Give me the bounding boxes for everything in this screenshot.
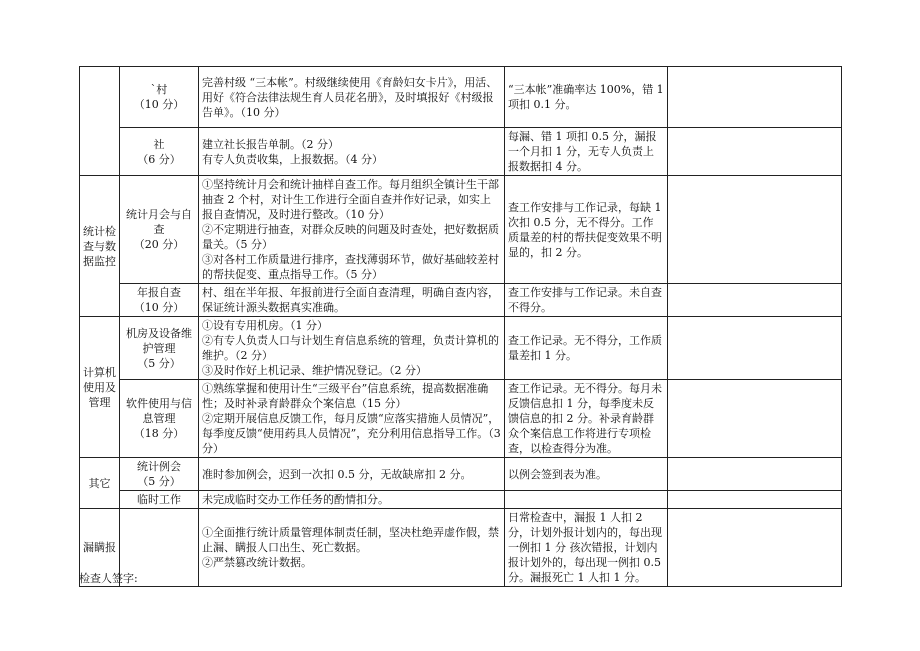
scoring-text: “三本帐”准确率达 100%，错 1 项扣 0.1 分。 — [508, 83, 664, 111]
content-text: ③对各村工作质量进行排序，查找薄弱环节，做好基础较差村的帮扶促变、重点指导工作。（5 分） — [202, 253, 499, 281]
subcategory-name: 社 — [153, 137, 165, 151]
content-cell — [199, 176, 505, 284]
table-row — [80, 380, 842, 458]
content-text: ③及时作好上机记录、维护情况登记。（2 分） — [202, 364, 427, 377]
scoring-cell — [505, 317, 668, 380]
table-row — [80, 491, 842, 509]
category-cell — [80, 176, 120, 317]
content-cell — [199, 128, 505, 176]
score-cell — [668, 380, 842, 458]
signature-label: 检查人签字: — [79, 572, 138, 585]
table-row — [80, 176, 842, 284]
content-text: 准时参加例会，迟到一次扣 0.5 分，无故缺席扣 2 分。 — [202, 467, 472, 481]
subcategory-name: 临时工作 — [137, 493, 181, 506]
scoring-text: 查工作安排与工作记录，每缺 1 次扣 0.5 分，无不得分。工作质量差的村的帮扶促变效果不明显的，扣 2 分。 — [508, 200, 662, 259]
content-cell — [199, 284, 505, 317]
scoring-cell — [505, 458, 668, 491]
scoring-text: 以例会签到表为准。 — [508, 467, 607, 481]
subcategory-cell — [120, 317, 199, 380]
content-text: 有专人负责收集，上报数据。（4 分） — [202, 152, 383, 166]
subcategory-name: 机房及设备维护管理 — [126, 326, 192, 355]
content-text: 村、组在半年报、年报前进行全面自查清理，明确自查内容，保证统计源头数据真实准确。 — [202, 286, 499, 314]
category-label: 漏瞒报 — [83, 541, 116, 554]
subcategory-cell — [120, 458, 199, 491]
scoring-cell — [505, 491, 668, 509]
inspection-table — [79, 66, 842, 587]
subcategory-cell — [120, 491, 199, 509]
table-row — [80, 509, 842, 587]
subcategory-score: （6 分） — [137, 152, 181, 166]
subcategory-name: 统计例会 — [137, 460, 181, 473]
content-text: 完善村级 “三本帐”。村级继续使用《育龄妇女卡片》，用活、用好《符合法律法规生育人员花名册》，及时填报好《村级报告单》。（10 分） — [202, 75, 498, 119]
score-cell — [668, 491, 842, 509]
content-text: 未完成临时交办工作任务的酌情扣分。 — [202, 493, 389, 506]
content-text: ①设有专用机房。（1 分） — [202, 319, 328, 332]
scoring-cell — [505, 380, 668, 458]
subcategory-score: （5 分） — [137, 356, 181, 370]
subcategory-cell — [120, 380, 199, 458]
content-text: ②有专人负责人口与计划生育信息系统的管理，负责计算机的维护。（2 分） — [202, 334, 499, 362]
content-cell — [199, 67, 505, 128]
score-cell — [668, 176, 842, 284]
content-cell — [199, 491, 505, 509]
subcategory-name: 年报自查 — [137, 286, 181, 299]
score-cell — [668, 284, 842, 317]
score-cell — [668, 317, 842, 380]
category-cell-empty — [80, 67, 120, 176]
subcategory-name: 软件使用与信息管理 — [126, 397, 192, 425]
scoring-text: 查工作记录。无不得分，工作质量差扣 1 分。 — [508, 334, 662, 362]
subcategory-name: 统计月会与自查 — [126, 208, 192, 236]
content-text: ①熟练掌握和使用计生“三级平台”信息系统，提高数据准确性；及时补录育龄群众个案信息（15 分） — [202, 382, 489, 410]
subcategory-score: （5 分） — [137, 475, 181, 488]
scoring-cell — [505, 67, 668, 128]
content-cell — [199, 380, 505, 458]
score-cell — [668, 458, 842, 491]
table-row — [80, 458, 842, 491]
table-row — [80, 317, 842, 380]
subcategory-cell — [120, 67, 199, 128]
subcategory-score: （18 分） — [133, 427, 185, 440]
score-cell — [668, 509, 842, 587]
scoring-text: 日常检查中，漏报 1 人扣 2 分，计划外报计划内的，每出现一例扣 1 分 孩次错报，计划内报计划外的，每出现一例扣 0.5 分。漏报死亡 1 人扣 1 分。 — [508, 511, 662, 584]
content-cell — [199, 317, 505, 380]
table-row — [80, 284, 842, 317]
score-cell — [668, 128, 842, 176]
category-cell — [80, 458, 120, 509]
subcategory-score: （10 分） — [133, 301, 185, 314]
scoring-text: 查工作记录。无不得分。每月未反馈信息扣 1 分，每季度未反馈信息的扣 2 分。补录育龄群众个案信息工作将进行专项检查，以检查得分为准。 — [508, 382, 662, 455]
scoring-text: 每漏、错 1 项扣 0.5 分，漏报一个月扣 1 分，无专人负责上报数据扣 4 分。 — [508, 130, 657, 173]
content-text: 建立社长报告单制。（2 分） — [202, 137, 339, 151]
subcategory-cell — [120, 128, 199, 176]
subcategory-score: （10 分） — [133, 98, 185, 111]
category-label: 计算机使用及管理 — [83, 365, 116, 409]
scoring-cell — [505, 128, 668, 176]
scoring-cell — [505, 176, 668, 284]
category-label: 其它 — [88, 476, 111, 490]
scoring-cell — [505, 509, 668, 587]
content-cell — [199, 458, 505, 491]
subcategory-cell — [120, 176, 199, 284]
subcategory-cell — [120, 284, 199, 317]
category-cell — [80, 317, 120, 458]
content-text: ①全面推行统计质量管理体制责任制，坚决杜绝弄虚作假，禁止漏、瞒报人口出生、死亡数据。 — [202, 526, 499, 554]
scoring-cell — [505, 284, 668, 317]
score-cell — [668, 67, 842, 128]
content-cell — [199, 509, 505, 587]
table-row — [80, 67, 842, 128]
content-text: ①坚持统计月会和统计抽样自查工作。每月组织全镇计生干部抽查 2 个村，对计生工作进行全面自查并作好记录，如实上报自查情况，及时进行整改。（10 分） — [202, 178, 499, 221]
scoring-text: 查工作安排与工作记录。未自查不得分。 — [508, 286, 662, 314]
subcategory-name: `村 — [150, 83, 168, 96]
subcategory-score: （20 分） — [133, 238, 185, 251]
category-label: 统计检查与数据监控 — [83, 224, 116, 268]
table-row — [80, 128, 842, 176]
content-text: ②严禁篡改统计数据。 — [202, 556, 312, 569]
content-text: ②定期开展信息反馈工作，每月反馈“应落实措施人员情况”，每季度反馈“使用药具人员情况”，充分利用信息指导工作。（3 分） — [202, 412, 501, 455]
content-text: ②不定期进行抽查，对群众反映的问题及时查处，把好数据质量关。（5 分） — [202, 223, 499, 251]
